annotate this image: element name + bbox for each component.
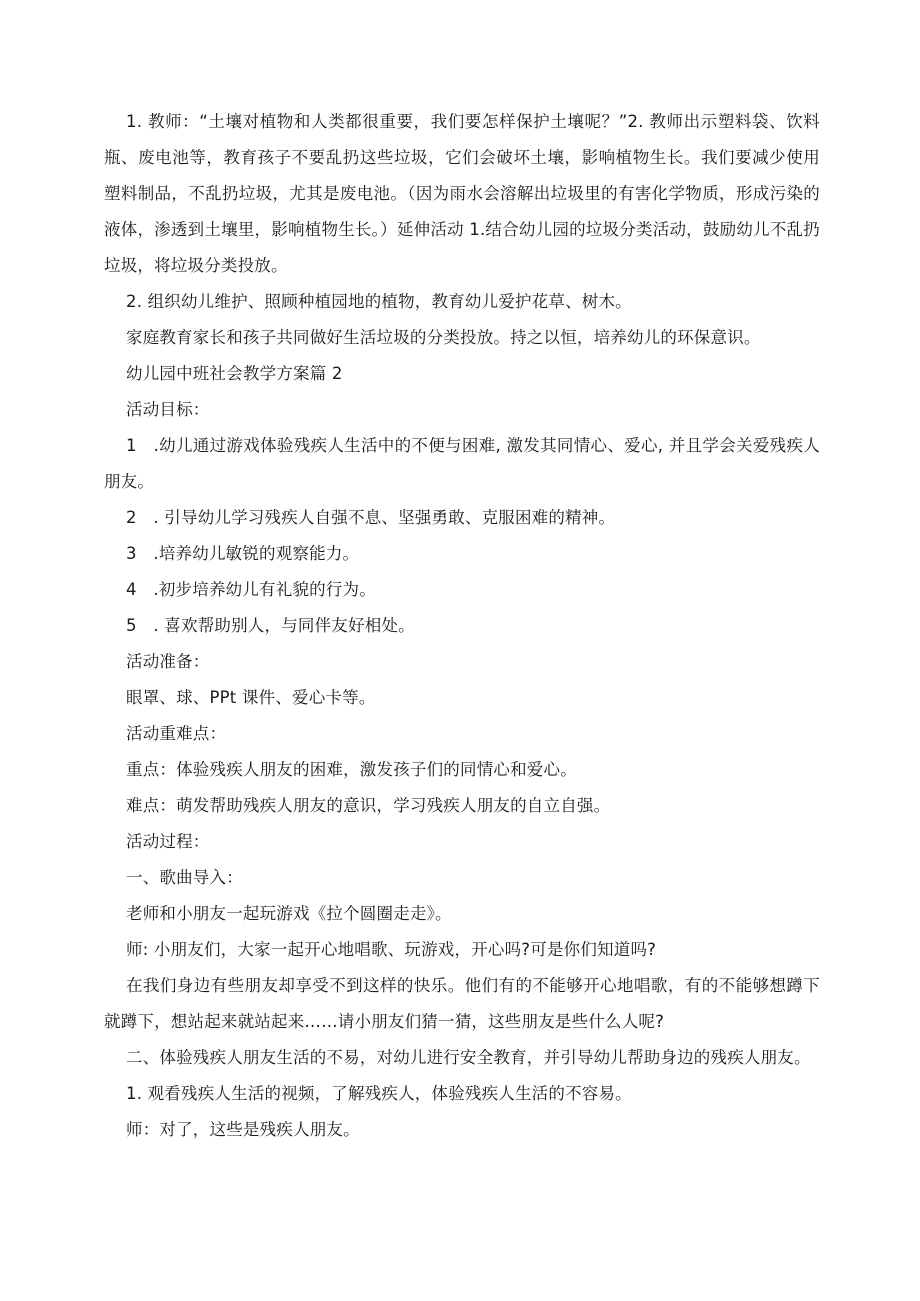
goal-item-2: 2 . 引导幼儿学习残疾人自强不息、坚强勇敢、克服困难的精神。 xyxy=(126,508,616,527)
goal-item-4: 4 .初步培养幼儿有礼貌的行为。 xyxy=(126,580,376,599)
step-2-heading: 二、体验残疾人朋友生活的不易，对幼儿进行安全教育，并引导幼儿帮助身边的残疾人朋友。 xyxy=(126,1048,811,1067)
paragraph-family-education: 家庭教育家长和孩子共同做好生活垃圾的分类投放。持之以恒，培养幼儿的环保意识。 xyxy=(126,328,761,347)
step-2-teacher-remark: 师：对了，这些是残疾人朋友。 xyxy=(126,1120,360,1139)
paragraph-planting-care: 2. 组织幼儿维护、照顾种植园地的植物，教育幼儿爱护花草、树木。 xyxy=(126,292,632,311)
step-1-game: 老师和小朋友一起玩游戏《拉个圆圈走走》。 xyxy=(126,904,452,923)
section-title: 幼儿园中班社会教学方案篇 2 xyxy=(126,364,343,383)
heading-activity-goals: 活动目标： xyxy=(126,400,210,419)
difficult-point: 难点：萌发帮助残疾人朋友的意识，学习残疾人朋友的自立自强。 xyxy=(126,796,611,815)
paragraph-soil-protection: 1. 教师：“土壤对植物和人类都很重要，我们要怎样保护土壤呢？”2. 教师出示塑料袋、饮料瓶、废电池等，教育孩子不要乱扔这些垃圾，它们会破坏土壤，影响植物生长。我们要减少使用塑料制品，不乱扔垃圾，尤其是废电池。（因为雨水会溶解出垃圾里的有害化学物质，形成污染的液体，渗透到土壤里，影响植物生长。）延伸活动 1.结合幼儿园的垃圾分类活动，鼓励幼儿不乱扔垃圾，将垃圾分类投放。 xyxy=(104,112,820,275)
step-1-explanation: 在我们身边有些朋友却享受不到这样的快乐。他们有的不能够开心地唱歌，有的不能够想蹲下就蹲下，想站起来就站起来……请小朋友们猜一猜，这些朋友是些什么人呢? xyxy=(104,976,820,1031)
step-2-video: 1. 观看残疾人生活的视频，了解残疾人，体验残疾人生活的不容易。 xyxy=(126,1084,632,1103)
goal-item-1: 1 .幼儿通过游戏体验残疾人生活中的不便与困难, 激发其同情心、爱心, 并且学会关爱残疾人朋友。 xyxy=(104,436,820,491)
step-1-heading: 一、歌曲导入： xyxy=(126,868,243,887)
heading-activity-preparation: 活动准备： xyxy=(126,652,210,671)
heading-activity-process: 活动过程： xyxy=(126,832,210,851)
heading-key-points: 活动重难点： xyxy=(126,724,227,743)
goal-item-5: 5 . 喜欢帮助别人，与同伴友好相处。 xyxy=(126,616,415,635)
goal-item-3: 3 .培养幼儿敏锐的观察能力。 xyxy=(126,544,360,563)
step-1-teacher-question: 师: 小朋友们，大家一起开心地唱歌、玩游戏，开心吗?可是你们知道吗? xyxy=(126,940,657,959)
key-point: 重点：体验残疾人朋友的困难，激发孩子们的同情心和爱心。 xyxy=(126,760,577,779)
preparation-materials: 眼罩、球、PPt 课件、爱心卡等。 xyxy=(126,688,376,707)
